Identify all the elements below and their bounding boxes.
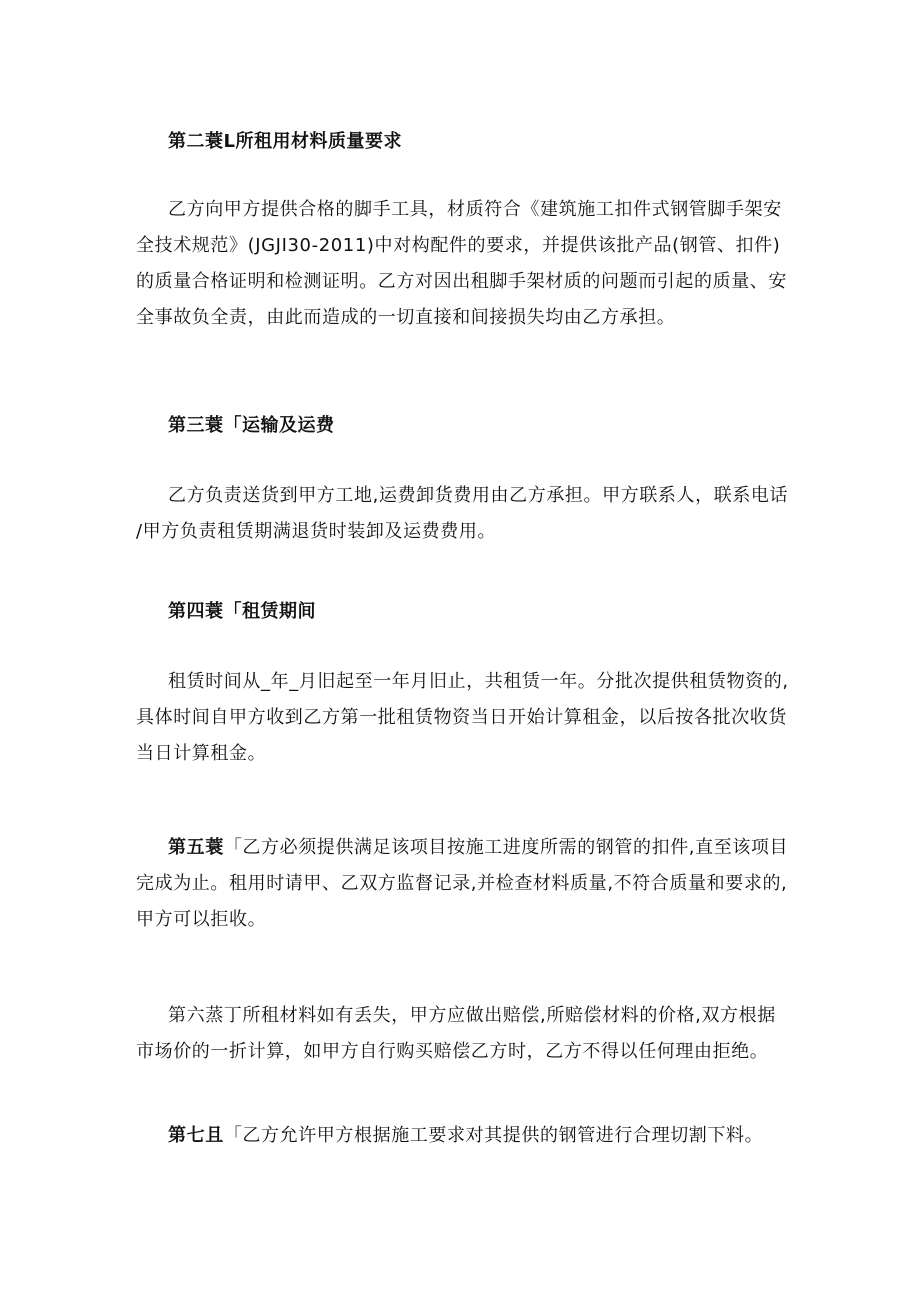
text-line: 乙方负责送货到甲方工地,运费卸货费用由乙方承担。甲方联系人，联系电话 xyxy=(168,485,789,506)
text-line xyxy=(136,1118,796,1154)
article-5-body xyxy=(136,830,796,938)
text-line: 乙方向甲方提供合格的脚手工具，材质符合《建筑施工扣件式钢管脚手架安 xyxy=(168,199,782,220)
text-line: 第六蒸丁所租材料如有丢失，甲方应做出赔偿,所赔偿材料的价格,双方根据 xyxy=(168,1005,776,1026)
text-line: 当日计算租金。 xyxy=(136,743,267,764)
text-run: 「乙方必须提供满足该项目按施工进度所需的钢管的扣件,直至该项目 xyxy=(223,837,789,858)
article-4-heading: 第四蓑「租赁期间 xyxy=(168,601,316,622)
article-2-body xyxy=(136,192,796,336)
article-3-body xyxy=(136,478,796,550)
text-line: 的质量合格证明和检测证明。乙方对因出租脚手架材质的问题而引起的质量、安 xyxy=(136,271,787,292)
text-line: 租赁时间从_年_月旧起至一年月旧止，共租赁一年。分批次提供租赁物资的, xyxy=(168,671,789,692)
article-2-heading: 第二蓑L所租用材料质量要求 xyxy=(168,131,402,152)
text-line: /甲方负责租赁期满退货时装卸及运费费用。 xyxy=(136,521,497,542)
text-line: 全事故负全责，由此而造成的一切直接和间接损失均由乙方承担。 xyxy=(136,307,676,328)
article-3-heading: 第三蓑「运输及运费 xyxy=(168,415,335,436)
text-line: 完成为止。租用时请甲、乙双方监督记录,并检查材料质量,不符合质量和要求的, xyxy=(136,873,788,894)
article-4-body xyxy=(136,664,796,772)
article-7-body xyxy=(136,1118,796,1154)
article-5-lead: 第五蓑 xyxy=(168,837,224,858)
article-7-lead: 第七且 xyxy=(168,1125,224,1146)
text-line: 市场价的一折计算，如甲方自行购买赔偿乙方时，乙方不得以任何理由拒绝。 xyxy=(136,1041,769,1062)
article-6-body xyxy=(136,998,796,1070)
text-line xyxy=(136,830,796,866)
text-line: 全技术规范》(JGJI30-2011)中对构配件的要求，并提供该批产品(钢管、扣件) xyxy=(136,235,781,256)
text-line: 甲方可以拒收。 xyxy=(136,909,267,930)
text-run: 「乙方允许甲方根据施工要求对其提供的钢管进行合理切割下料。 xyxy=(223,1125,764,1146)
text-line: 具体时间自甲方收到乙方第一批租赁物资当日开始计算租金，以后按各批次收货 xyxy=(136,707,787,728)
